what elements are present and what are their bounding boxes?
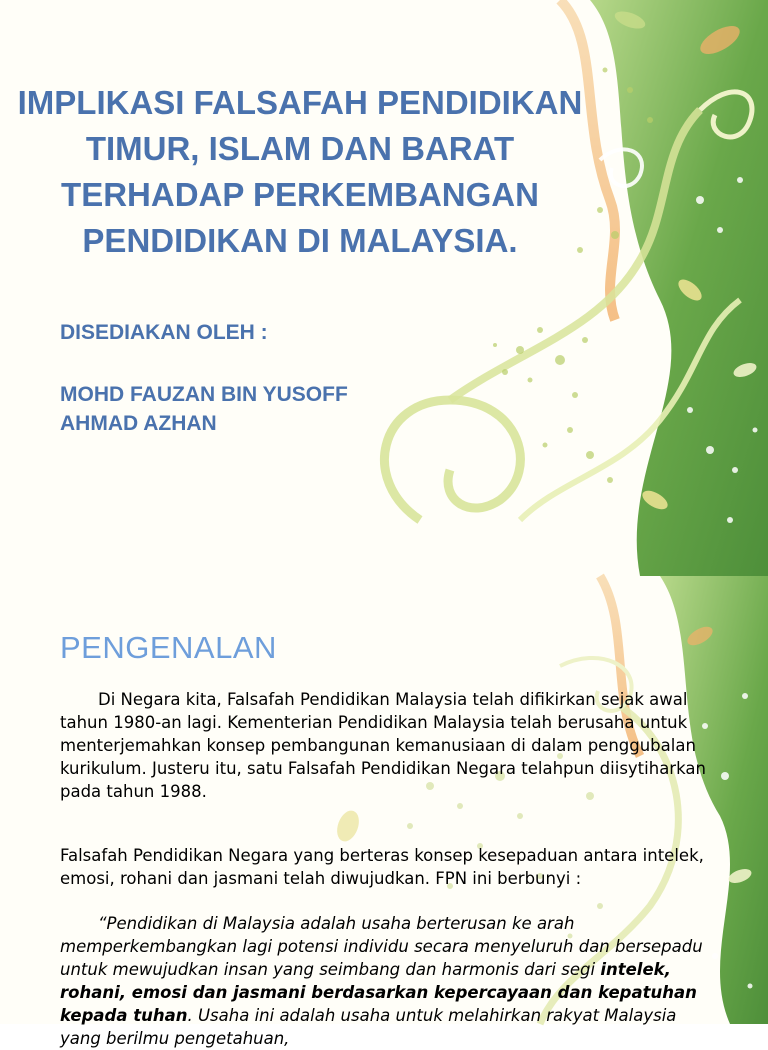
fpn-paragraph: Falsafah Pendidikan Negara yang berteras konsep kesepaduan antara intelek, emosi, rohani dan jasmani telah diwujudkan. FPN ini berbunyi : [60, 846, 704, 888]
presentation-title [0, 80, 600, 264]
author-name: MOHD FAUZAN BIN YUSOFF [60, 383, 348, 406]
section-heading: PENGENALAN [60, 630, 277, 665]
title-line: PENDIDIKAN DI MALAYSIA. [82, 222, 518, 259]
title-line: TIMUR, ISLAM DAN BARAT [85, 130, 515, 167]
author-list [60, 380, 348, 438]
title-line: TERHADAP PERKEMBANGAN [61, 176, 539, 213]
introduction-slide [0, 576, 768, 1048]
prepared-by-label: DISEDIAKAN OLEH : [60, 321, 268, 344]
fpn-quote [60, 912, 720, 1050]
intro-paragraph: Di Negara kita, Falsafah Pendidikan Malaysia telah difikirkan sejak awal tahun 1980-an lagi. Kementerian Pendidikan Malaysia telah berusaha untuk menterjemahkan konsep pembangunan kemanusiaan di dalam penggubalan kurikulum. Justeru itu, satu Falsafah Pendidikan Negara telahpun diisytiharkan pada tahun 1988. [60, 690, 706, 801]
quote-text: “Pendidikan di Malaysia adalah usaha berterusan ke arah memperkembangkan lagi potensi individu secara menyeluruh dan bersepadu untuk mewujudkan insan yang seimbang dan harmonis dari segi [60, 914, 703, 979]
quote-text: . Usaha ini adalah usaha untuk melahirkan rakyat Malaysia yang berilmu pengetahuan, [60, 1006, 677, 1048]
quote-emphasis: intelek, rohani, emosi dan jasmani berdasarkan kepercayaan dan kepatuhan kepada tuhan [60, 960, 697, 1025]
author-name: AHMAD AZHAN [60, 412, 217, 435]
title-line: IMPLIKASI FALSAFAH PENDIDIKAN [17, 84, 583, 121]
